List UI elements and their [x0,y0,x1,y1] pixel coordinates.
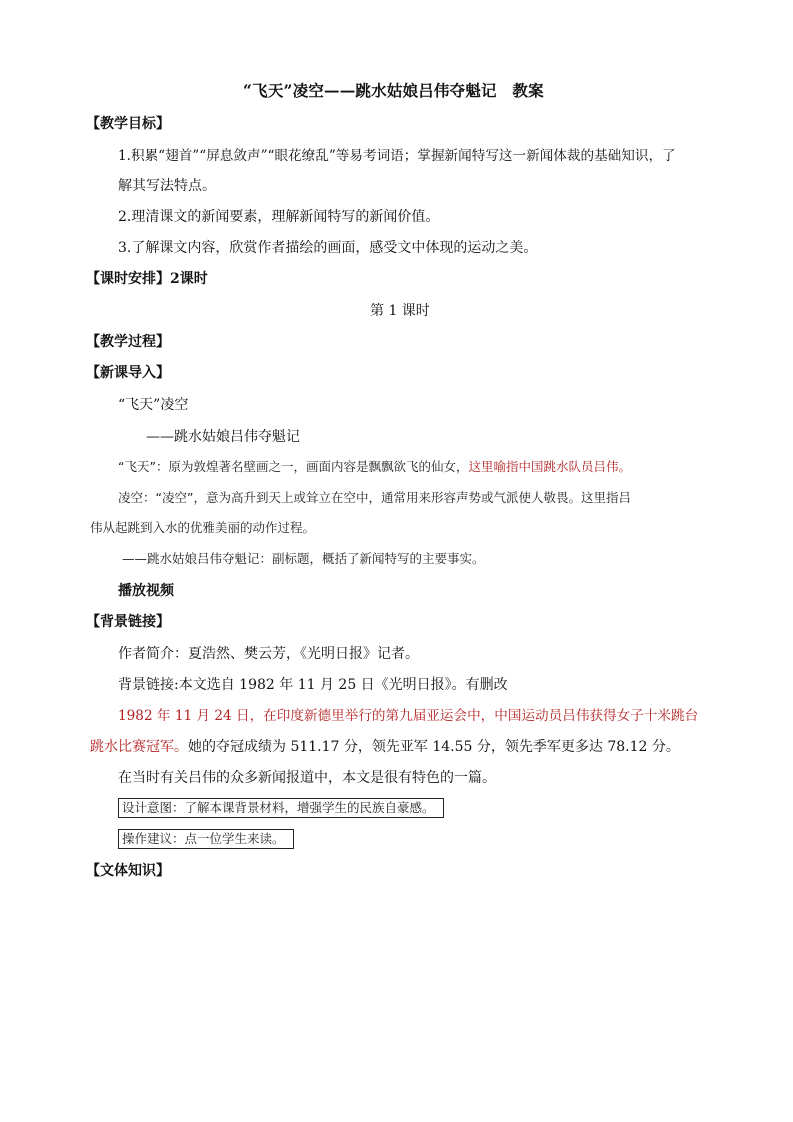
new-lesson-heading: 【新课导入】 [86,365,170,381]
class-hours-label: 【课时安排】 [86,271,170,287]
class-hours-heading [86,268,208,290]
play-video-label: 播放视频 [118,583,174,599]
class-hours-value: 2课时 [170,271,208,287]
event-line-2-text: 她的夺冠成绩为 511.17 分，领先亚军 14.55 分，领先季军更多达 78.12 分。 [188,739,680,755]
goal-1-line-2: 解其写法特点。 [118,178,216,194]
note-lingkong-line-2: 伟从起跳到入水的优雅美丽的动作过程。 [90,520,316,535]
headline-main: “飞天”凌空 [118,397,189,413]
goal-3: 3.了解课文内容，欣赏作者描绘的画面，感受文中体现的运动之美。 [118,240,538,256]
author-intro: 作者简介：夏浩然、樊云芳，《光明日报》记者。 [118,646,419,662]
feature-note: 在当时有关吕伟的众多新闻报道中，本文是很有特色的一篇。 [118,770,496,786]
document-title: “飞天”凌空——跳水姑娘吕伟夺魁记 教案 [243,81,544,100]
event-line-2-highlight: 跳水比赛冠军。 [90,739,188,755]
note-lingkong-line-1: 凌空：“凌空”，意为高升到天上或耸立在空中，通常用来形容声势或气派使人敬畏。这里指吕 [118,490,631,505]
lesson-label: 第 1 课时 [370,303,430,319]
note-subtitle: ——跳水姑娘吕伟夺魁记：副标题，概括了新闻特写的主要事实。 [122,551,485,566]
operation-tip-box: 操作建议：点一位学生来读。 [118,829,294,849]
genre-knowledge-heading: 【文体知识】 [86,863,170,879]
note-feitian [118,456,631,478]
event-line-2 [90,736,680,758]
event-line-1: 1982 年 11 月 24 日，在印度新德里举行的第九届亚运会中，中国运动员吕伟获得女子十米跳台 [118,708,699,724]
note-feitian-highlight: 这里喻指中国跳水队员吕伟。 [468,459,631,474]
teaching-goals-heading: 【教学目标】 [86,116,170,132]
goal-1-line-1: 1.积累“翅首”“屏息敛声”“眼花缭乱”等易考词语；掌握新闻特写这一新闻体裁的基础知识，了 [118,148,676,164]
note-feitian-text: “飞天”：原为敦煌著名壁画之一，画面内容是飘飘欲飞的仙女， [118,459,469,474]
teaching-process-heading: 【教学过程】 [86,334,170,350]
design-intent-box: 设计意图：了解本课背景材料，增强学生的民族自豪感。 [118,798,444,818]
source-info: 背景链接:本文选自 1982 年 11 月 25 日《光明日报》。有删改 [118,677,508,693]
goal-2: 2.理清课文的新闻要素，理解新闻特写的新闻价值。 [118,209,440,225]
background-heading: 【背景链接】 [86,614,170,630]
headline-sub: ——跳水姑娘吕伟夺魁记 [146,429,300,445]
